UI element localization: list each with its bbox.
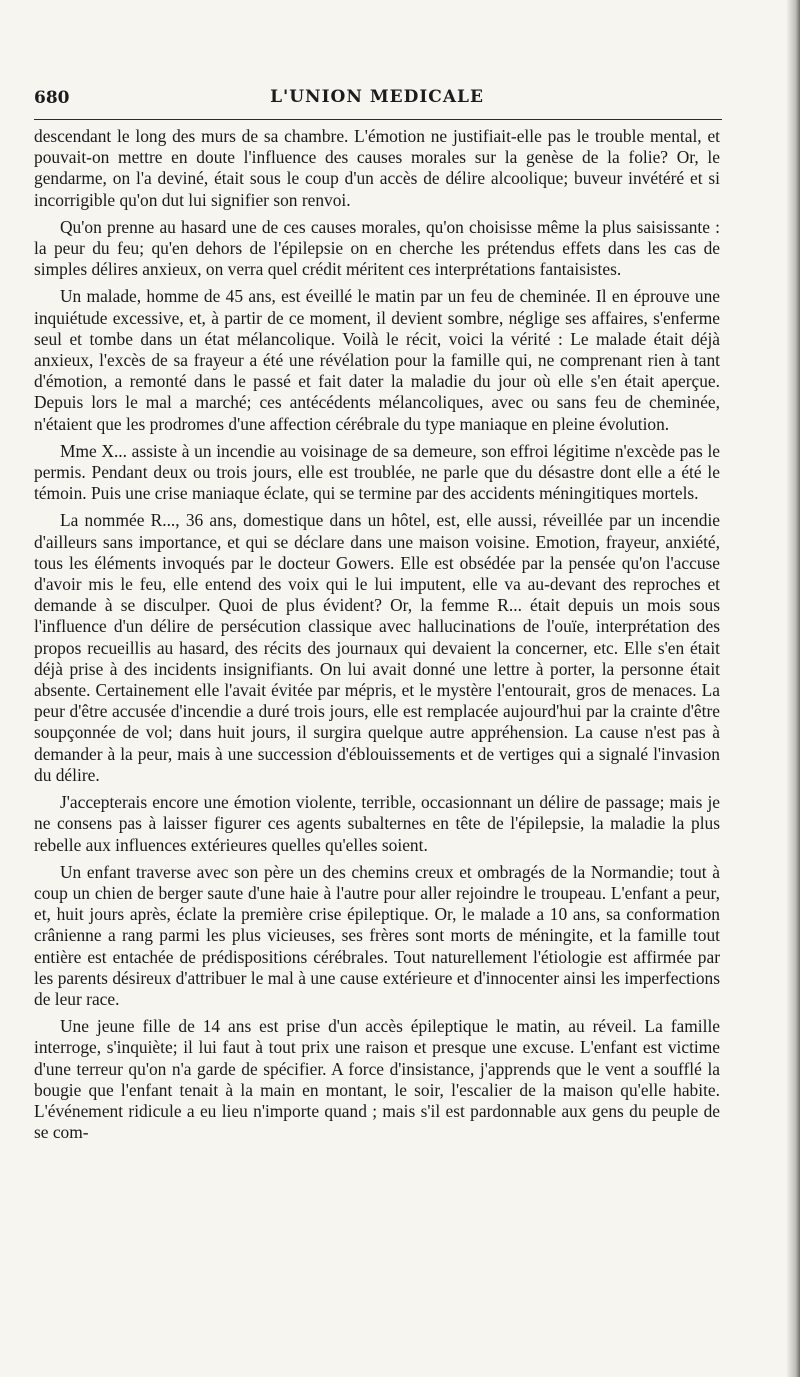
paragraph-continuation: descendant le long des murs de sa chambre. L'émotion ne justifiait-elle pas le trouble mental, et pouvait-on mettre en doute l'influence des causes morales sur la genèse de la folie? Or, le gendarme, on l'a deviné, était sous le coup d'un accès de délire alcoolique; buveur invétéré et si incorrigible qu'on dut lui signifier son renvoi.	[34, 126, 720, 210]
paragraph: J'accepterais encore une émotion violente, terrible, occasionnant un délire de passage; mais je ne consens pas à laisser figurer ces agents subalternes en tête de l'épilepsie, la maladie la plus rebelle aux influences extérieures quelles qu'elles soient.	[34, 792, 720, 855]
paragraph: Un malade, homme de 45 ans, est éveillé le matin par un feu de cheminée. Il en éprouve une inquiétude excessive, et, à partir de ce moment, il devient sombre, néglige ses affaires, s'enferme seul et tombe dans un état mélancolique. Voilà le récit, voici la vérité : Le malade était déjà anxieux, l'excès de sa frayeur a été une révélation pour la famille qui, ne comprenant rien à tant d'émotion, a remonté dans le passé et fait dater la maladie du jour où elle s'en était aperçue. Depuis lors le mal a marché; ces antécédents mélancoliques, avec ou sans feu de cheminée, n'étaient que les prodromes d'une affection cérébrale du type maniaque en pleine évolution.	[34, 286, 720, 434]
page-number: 680	[34, 88, 70, 108]
paragraph: Mme X... assiste à un incendie au voisinage de sa demeure, son effroi légitime n'excède pas le permis. Pendant deux ou trois jours, elle est troublée, ne parle que du désastre dont elle a été le témoin. Puis une crise maniaque éclate, qui se termine par des accidents méningitiques mortels.	[34, 440, 720, 504]
paragraph: La nommée R..., 36 ans, domestique dans un hôtel, est, elle aussi, réveillée par un incendie d'ailleurs sans importance, et qui se déclare dans une maison voisine. Emotion, frayeur, anxiété, tous les éléments invoqués par le docteur Gowers. Elle est obsédée par la pensée qu'on l'accuse d'avoir mis le feu, elle entend des voix qui le lui imputent, elle va au-devant des reproches et demande à se disculper. Quoi de plus évident? Or, la femme R... était depuis un mois sous l'influence d'un délire de persécution classique avec hallucinations de l'ouïe, interprétation des propos recueillis au hasard, des récits des journaux qui devaient la concerner, etc. Elle s'en était déjà prise à des incidents insignifiants. On lui avait donné une lettre à porter, la personne était absente. Certainement elle l'avait évitée par mépris, et le mystère l'entourait, gros de menaces. La peur d'être accusée d'incendie a duré trois jours, elle est remplacée aujourd'hui par la crainte d'être soupçonnée de vol; dans huit jours, il surgira quelque autre appréhension. La cause n'est pas à demander à la peur, mais à une succession d'éblouissements et de vertiges qui a signalé l'invasion du délire.	[34, 510, 720, 785]
page-edge-shadow	[786, 0, 800, 1377]
header-rule	[34, 119, 722, 120]
body-text	[34, 126, 720, 1149]
paragraph: Une jeune fille de 14 ans est prise d'un accès épileptique le matin, au réveil. La famille interroge, s'inquiète; il lui faut à tout prix une raison et presque une excuse. L'enfant est victime d'une terreur qu'on n'a garde de spécifier. A force d'insistance, j'apprends que le vent a soufflé la bougie que l'enfant tenait à la main en montant, le soir, l'escalier de la maison qu'elle habite. L'événement ridicule a eu lieu n'importe quand ; mais s'il est pardonnable aux gens du peuple de se com-	[34, 1016, 720, 1143]
paragraph: Un enfant traverse avec son père un des chemins creux et ombragés de la Normandie; tout à coup un chien de berger saute d'une haie à l'autre pour aller rejoindre le troupeau. L'enfant a peur, et, huit jours après, éclate la première crise épileptique. Or, le malade a 10 ans, sa conformation crânienne a rang parmi les plus vicieuses, ses frères sont morts de méningite, et la famille tout entière est entachée de prédispositions cérébrales. Tout naturellement l'étiologie est affirmée par les parents désireux d'attribuer le mal à une cause extérieure et d'innocenter ainsi les imperfections de leur race.	[34, 861, 720, 1009]
paragraph: Qu'on prenne au hasard une de ces causes morales, qu'on choisisse même la plus saisissante : la peur du feu; qu'en dehors de l'épilepsie on en cherche les prétendus effets dans les cas de simples délires anxieux, on verra quel crédit méritent ces interprétations fantaisistes.	[34, 216, 720, 280]
page-header	[34, 86, 720, 114]
running-title: L'UNION MEDICALE	[270, 87, 484, 107]
